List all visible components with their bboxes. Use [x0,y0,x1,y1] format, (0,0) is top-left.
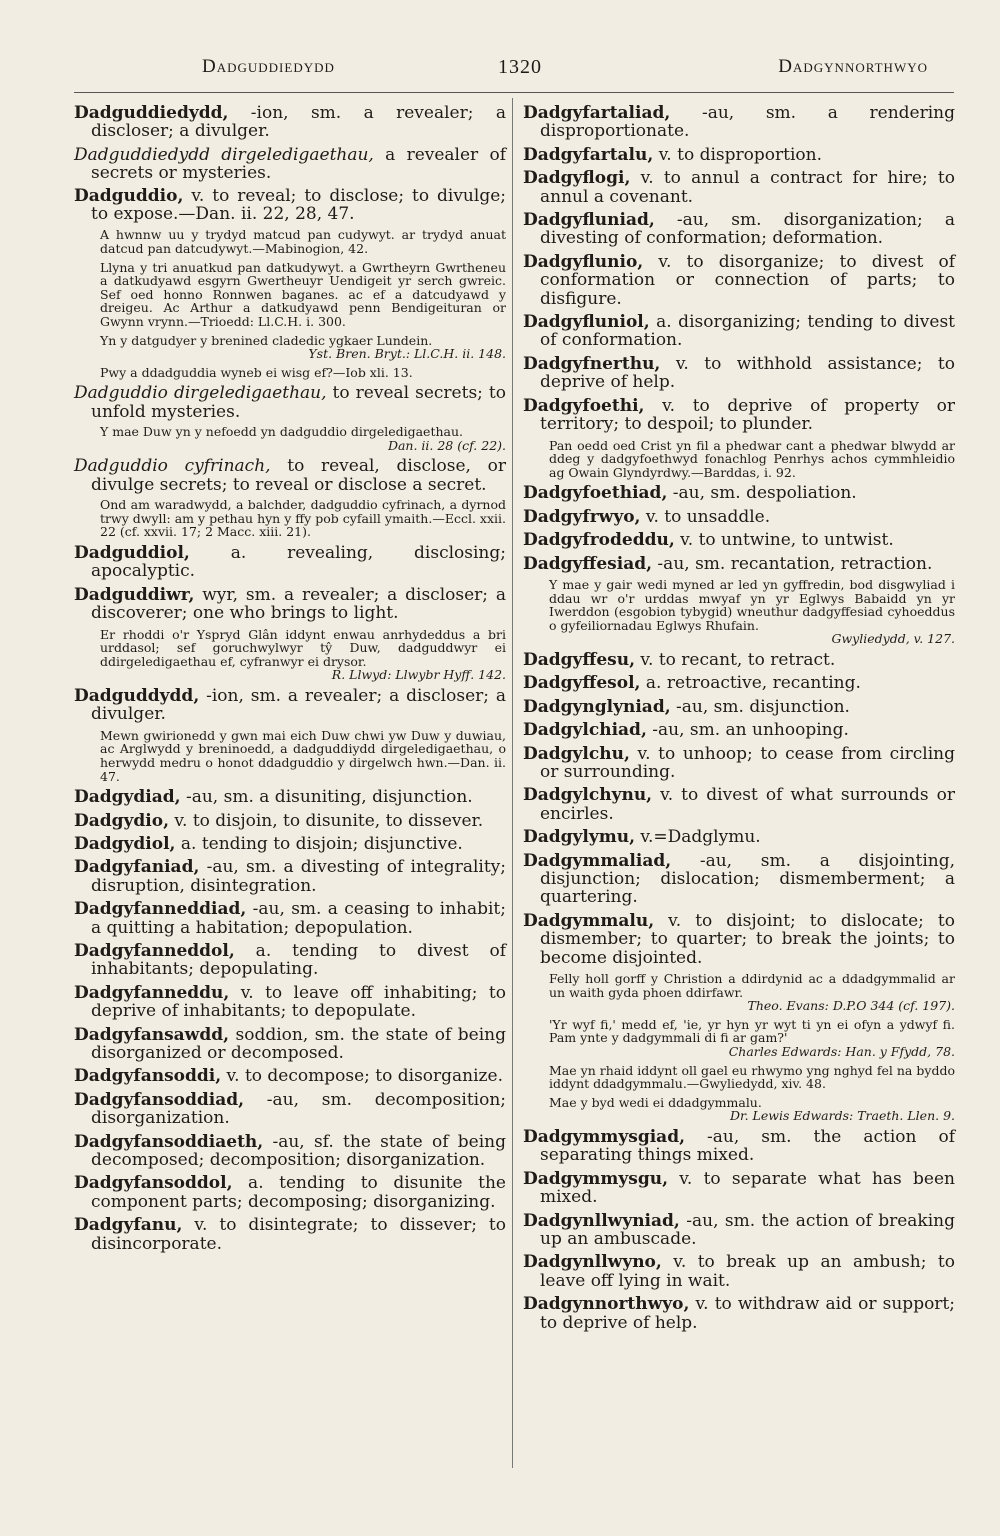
headword: Dadguddiedydd, [74,103,229,123]
citation-text: Ond am waradwydd, a balchder, dadguddio cyfrinach, a dyrnod trwy dwyll: am y pethau hyn y ffy pob cyfaill ymaith.—Eccl. xxii. 22 (cf. xxvii. 17; 2 Macc. xiii. 21). [100,497,506,540]
right-column [523,104,955,1337]
phrase: Dadguddiedydd dirgeledigaethau, [74,144,374,165]
definition: -au, sf. the state of being decomposed; decomposition; disorganization. [91,1131,506,1171]
dictionary-entry [74,104,506,141]
definition: -au, sm. disorganization; a divesting of conformation; deformation. [540,210,955,249]
dictionary-entry [523,674,955,692]
definition: v. to disjoin, to disunite, to dissever. [169,810,484,831]
dictionary-entry [523,104,955,141]
definition: -ion, sm. a revealer; a discloser; a divulger. [91,685,506,725]
dictionary-entry [523,651,955,669]
dictionary-entry [74,1091,506,1128]
citation [74,366,506,380]
headword: Dadgyfanneddol, [74,941,235,961]
definition: -au, sm. despoliation. [667,483,857,504]
definition: v. to divest of what surrounds or encirles. [540,785,955,824]
headword: Dadgyfansoddi, [74,1066,222,1087]
dictionary-entry [523,355,955,392]
dictionary-entry [74,812,506,830]
dictionary-entry [523,745,955,782]
headword: Dadgyfluniad, [523,210,655,231]
headword: Dadguddydd, [74,685,200,706]
dictionary-entry [74,1026,506,1063]
dictionary-entry [523,786,955,823]
headword: Dadgylchynu, [523,785,653,806]
phrase: Dadguddio dirgeledigaethau, [74,383,327,404]
headword: Dadgyffesol, [523,673,641,694]
definition: to reveal secrets; to unfold mysteries. [91,383,507,422]
definition: -au, sm. an unhooping. [646,720,849,741]
definition: -ion, sm. a revealer; a discloser; a divulger. [91,103,506,142]
headword: Dadgydiad, [74,787,181,808]
definition: v. to recant, to retract. [635,649,836,670]
definition: -au, sm. disjunction. [670,696,850,717]
dictionary-entry [74,1216,506,1253]
dictionary-entry [74,835,506,853]
citation-text: Mae yn rhaid iddynt oll gael eu rhwymo yng nghyd fel na byddo iddynt ddadgymmalu.—Gwyliedydd, xiv. 48. [549,1062,955,1092]
dictionary-entry [523,1253,955,1290]
citation [523,439,955,480]
citation-text: A hwnnw uu y trydyd matcud pan cudywyt. ar trydyd anuat datcud pan datcudywyt.—Mabinogion, 42. [100,227,506,257]
definition: -au, sm. a disuniting, disjunction. [180,787,473,808]
headword: Dadguddio, [74,185,184,206]
dictionary-entry [523,508,955,526]
citation-source: Dan. ii. 28 (cf. 22). [387,437,506,453]
dictionary-entry [74,984,506,1021]
dictionary-entry [523,253,955,308]
headword: Dadgyfrwyo, [523,506,641,527]
definition: v. to disjoint; to dislocate; to dismember; to quarter; to break the joints; to become disjointed. [540,910,955,968]
dictionary-entry [74,900,506,937]
citation [523,972,955,1013]
headword: Dadgyfnerthu, [523,353,661,374]
definition: a. retroactive, recanting. [640,673,861,694]
headword: Dadgyfoethiad, [523,483,668,504]
headword: Dadguddiwr, [74,584,195,605]
definition: a revealer of secrets or mysteries. [91,144,506,184]
citation-text: Pwy a ddadguddia wyneb ei wisg ef?—Iob xli. 13. [100,364,413,380]
headword: Dadgyfoethi, [523,395,645,416]
definition: a. tending to divest of inhabitants; depopulating. [91,941,506,980]
citation [74,425,506,452]
definition: -au, sm. a divesting of integrality; disruption, disintegration. [91,857,506,896]
citation [74,228,506,255]
sub-entry [74,384,506,421]
dictionary-entry [523,912,955,967]
dictionary-entry [523,1170,955,1207]
citation [74,729,506,783]
dictionary-entry [74,687,506,724]
headword: Dadgylymu, [523,827,636,848]
dictionary-entry [74,788,506,806]
headword: Dadgyfanneddu, [74,982,230,1003]
citation [74,498,506,539]
headword: Dadgylchu, [523,743,630,764]
citation-text: Y mae y gair wedi myned ar led yn gyffredin, bod disgwyliad i ddau wr o'r urddas mwyaf yn yr Eglwys Babaidd yn yr Iwerddon (esgobion tybygid) wneuthur dadgyffesiad cyhoeddus o gyfeiliornadau Eglwys Rhufain. [549,576,955,633]
definition: v. to unsaddle. [640,506,771,527]
citation-text: Er rhoddi o'r Yspryd Glân iddynt enwau anrhydeddus a bri urddasol; sef goruchwylwyr tŷ Duw, dadguddwyr ei ddirgeledigaethau ef, cyfranwyr ei drysor. [100,626,506,669]
citation-source: Charles Edwards: Han. y Ffydd, 78. [728,1043,955,1059]
dictionary-entry [74,1133,506,1170]
dictionary-entry [74,187,506,224]
header-rule [74,92,954,93]
dictionary-entry [74,942,506,979]
citation-text: Yn y datgudyer y brenined cladedic ygkaer Lundein. [100,332,433,348]
citation-text: Pan oedd oed Crist yn fil a phedwar cant a phedwar blwydd ar ddeg y dadgyfoethwyd fonachlog Penrhys achos cymmhleidio ag Owain Glyndyrdwy.—Barddas, i. 92. [549,437,955,480]
definition: -au, sm. a disjointing, disjunction; dislocation; dismemberment; a quartering. [540,850,955,908]
dictionary-entry [523,555,955,573]
headword: Dadgymmalu, [523,910,655,931]
citation [74,261,506,329]
dictionary-entry [74,586,506,623]
headword: Dadgyfansoddiad, [74,1089,245,1110]
dictionary-entry [523,484,955,502]
headword: Dadgyfartalu, [523,144,654,165]
definition: -au, sm. a ceasing to inhabit; a quitting a habitation; depopulation. [91,899,506,938]
citation-text: Felly holl gorff y Christion a ddirdynid ac a ddadgymmalid ar un waith gyda phoen ddirfawr. [549,970,955,1000]
citation [523,1096,955,1123]
headword: Dadgymmysgu, [523,1168,668,1189]
dictionary-entry [523,1295,955,1332]
headword: Dadgyffesu, [523,649,636,670]
citation [523,1018,955,1059]
citation [523,578,955,646]
definition: v. to untwine, to untwist. [674,530,894,551]
citation-text: Llyna y tri anuatkud pan datkudywyt. a Gwrtheyrn Gwrtheneu a datkudyawd esgyrn Gwertheuyr Uendigeit yr serch gwreic. Sef oed honno Ronnwen baganes. ac ef a datcudyawd y dreigeu. Ac Arthur a datkudyawd penn Bendigeituran or Gwynn vrynn.—Trioedd: Ll.C.H. i. 300. [100,259,506,329]
headword: Dadguddiol, [74,542,190,563]
headword: Dadgylchiad, [523,720,647,741]
running-head-left: Dadguddiedydd [202,56,335,77]
citation-source: Dr. Lewis Edwards: Traeth. Llen. 9. [729,1108,955,1124]
definition: v. to disintegrate; to dissever; to disincorporate. [91,1215,506,1254]
definition: a. tending to disjoin; disjunctive. [175,833,463,854]
definition: v. to annul a contract for hire; to annul a covenant. [540,168,955,207]
headword: Dadgydiol, [74,833,176,854]
headword: Dadgynnorthwyo, [523,1294,690,1315]
definition: a. revealing, disclosing; apocalyptic. [91,542,506,582]
definition: v. to decompose; to disorganize. [221,1066,503,1087]
headword: Dadgyfanneddiad, [74,899,247,920]
phrase: Dadguddio cyfrinach, [74,456,271,477]
running-head [74,52,954,82]
page-number: 1320 [498,56,542,78]
definition: a. disorganizing; tending to divest of conformation. [540,312,955,351]
citation-text: Mewn gwirionedd y gwn mai eich Duw chwi yw Duw y duwiau, ac Arglwydd y breninoedd, a dadguddiydd dirgeledigaethau, o herwydd medru o honot ddadguddio y dirgelwch hwn.—Dan. ii. 47. [100,727,506,784]
headword: Dadgyfartaliad, [523,103,671,123]
headword: Dadgyffesiad, [523,553,653,574]
dictionary-entry [523,313,955,350]
citation-text: 'Yr wyf fi,' medd ef, 'ie, yr hyn yr wyt ti yn ei ofyn a ydwyf fi. Pam ynte y dadgymmali di fi ar gam?' [549,1016,955,1046]
sub-entry [74,146,506,183]
headword: Dadgyfanu, [74,1215,183,1236]
headword: Dadgyfansoddol, [74,1173,233,1194]
citation-text: Y mae Duw yn y nefoedd yn dadguddio dirgeledigaethau. [100,424,464,440]
definition: v. to disproportion. [653,144,822,165]
dictionary-entry [74,544,506,581]
definition: v. to disorganize; to divest of conformation or connection of parts; to disfigure. [540,251,955,309]
definition: v. to break up an ambush; to leave off lying in wait. [540,1252,955,1291]
citation-source: R. Llwyd: Llwybr Hyff. 142. [331,667,506,683]
headword: Dadgyfluniol, [523,312,650,333]
definition: a. tending to disunite the component parts; decomposing; disorganizing. [91,1173,506,1212]
dictionary-entry [523,698,955,716]
dictionary-entry [523,146,955,164]
definition: -au, sm. a rendering disproportionate. [540,103,955,142]
definition: v. to leave off inhabiting; to deprive of inhabitants; to depopulate. [91,982,506,1022]
citation [74,334,506,361]
definition: v. to separate what has been mixed. [540,1168,955,1208]
definition: -au, sm. recantation, retraction. [652,553,933,574]
column-divider [512,98,513,1468]
dictionary-entry [74,858,506,895]
dictionary-entry [523,397,955,434]
definition: -au, sm. the action of breaking up an ambuscade. [540,1210,955,1249]
definition: -au, sm. the action of separating things mixed. [540,1126,955,1166]
dictionary-entry [523,169,955,206]
definition: v. to deprive of property or territory; to despoil; to plunder. [540,395,955,435]
dictionary-entry [523,852,955,907]
sub-entry [74,457,506,494]
left-column [74,104,506,1258]
headword: Dadgynllwyniad, [523,1210,680,1231]
definition: v. to withdraw aid or support; to deprive of help. [540,1294,955,1333]
citation [74,628,506,682]
dictionary-entry [74,1174,506,1211]
headword: Dadgyfansawdd, [74,1024,230,1045]
running-head-right: Dadgynnorthwyo [778,56,928,77]
citation-text: Mae y byd wedi ei ddadgymmalu. [549,1094,762,1110]
dictionary-entry [523,1128,955,1165]
headword: Dadgyfrodeddu, [523,530,675,551]
headword: Dadgymmaliad, [523,850,672,871]
headword: Dadgyflunio, [523,251,644,272]
dictionary-entry [523,1212,955,1249]
definition: v. to unhoop; to cease from circling or surrounding. [540,743,955,782]
definition: to reveal, disclose, or divulge secrets; to reveal or disclose a secret. [91,456,506,495]
definition: -au, sm. decomposition; disorganization. [91,1089,506,1129]
headword: Dadgymmysgiad, [523,1126,685,1147]
headword: Dadgyfansoddiaeth, [74,1131,264,1152]
definition: v.=Dadglymu. [635,827,761,848]
dictionary-entry [74,1067,506,1085]
definition: wyr, sm. a revealer; a discloser; a discoverer; one who brings to light. [91,584,506,624]
headword: Dadgydio, [74,810,170,831]
definition: v. to withhold assistance; to deprive of help. [540,353,955,393]
citation-source: Yst. Bren. Bryt.: Ll.C.H. ii. 148. [308,346,506,362]
dictionary-entry [523,531,955,549]
definition: soddion, sm. the state of being disorganized or decomposed. [91,1024,506,1064]
dictionary-entry [523,721,955,739]
headword: Dadgyfaniad, [74,857,200,878]
citation-source: Gwyliedydd, v. 127. [831,631,955,647]
citation-source: Theo. Evans: D.P.O 344 (cf. 197). [747,998,955,1014]
dictionary-entry [523,211,955,248]
citation [523,1064,955,1091]
headword: Dadgynglyniad, [523,696,671,717]
definition: v. to reveal; to disclose; to divulge; to expose.—Dan. ii. 22, 28, 47. [91,185,506,225]
headword: Dadgyflogi, [523,168,631,189]
dictionary-entry [523,828,955,846]
headword: Dadgynllwyno, [523,1252,662,1273]
